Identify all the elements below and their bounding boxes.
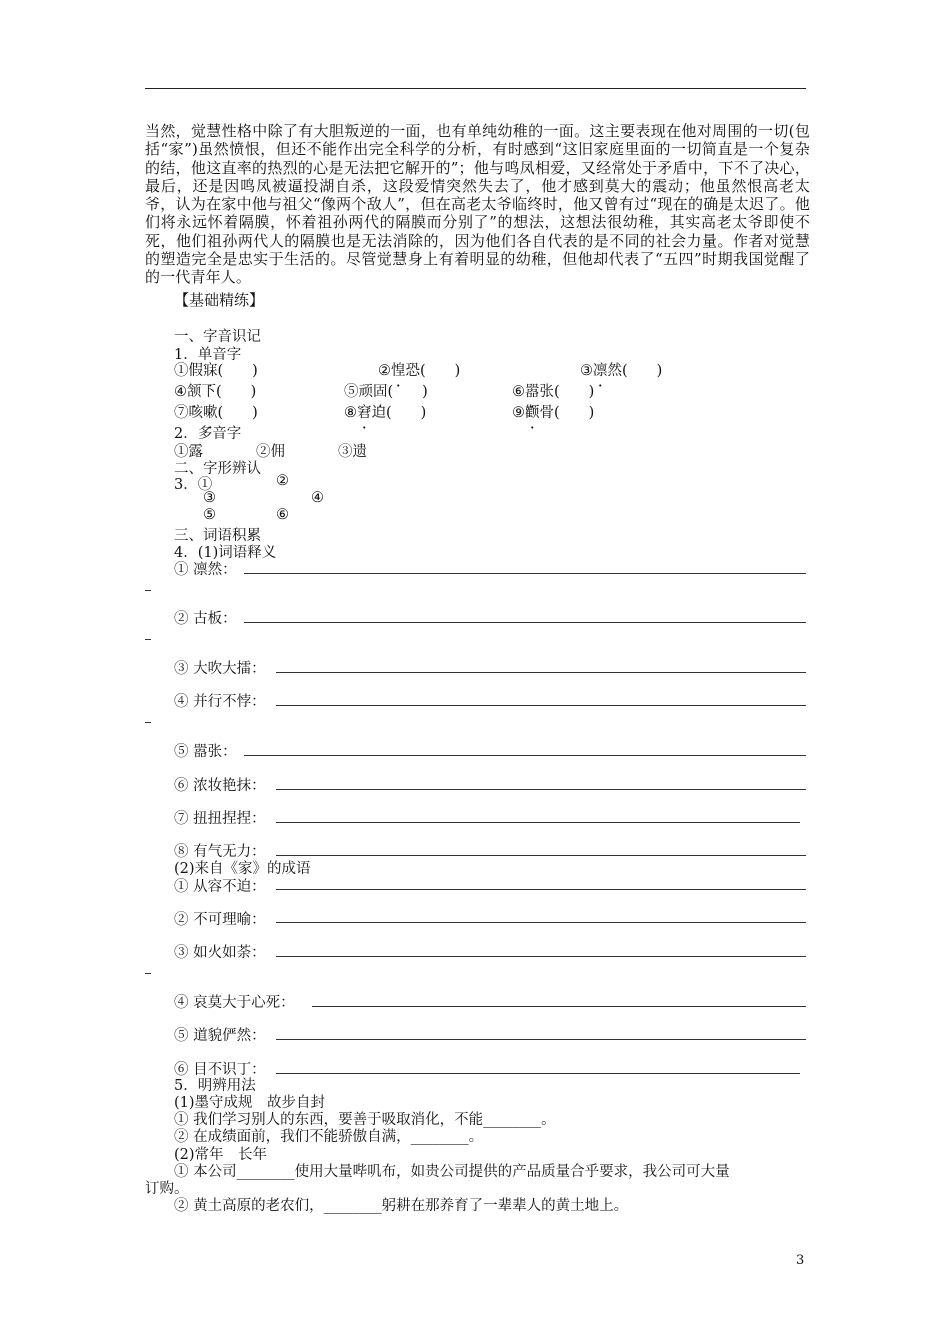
q1-item: ⑥嚣张( ) xyxy=(512,384,595,400)
q1-title: 1．单音字 xyxy=(174,347,242,363)
idiom-label: ⑤ 道貌俨然： xyxy=(174,1028,266,1044)
part3-title: 三、词语积累 xyxy=(174,528,261,544)
q3-num: ② xyxy=(276,473,289,489)
answer-line[interactable] xyxy=(276,1073,800,1074)
intro-paragraph: 当然，觉慧性格中除了有大胆叛逆的一面，也有单纯幼稚的一面。这主要表现在他对周围的一切(包括“家”)虽然愤恨，但还不能作出完全科学的分析，有时感到“这旧家庭里面的一切简直是一个复杂的结，他这直率的热烈的心是无法把它解开的”；他与鸣凤相爱，又经常处于矛盾中，下不了决心，最后，还是因鸣凤被逼投湖自杀，这段爱情突然失去了，他才感到莫大的震动；他虽然恨高老太爷，认为在家中他与祖父“像两个敌人”，但在高老太爷临终时，他又曾有过“现在的确是太迟了。他们将永远怀着隔膜，怀着祖孙两代的隔膜而分别了”的想法，这想法很幼稚，其实高老太爷即使不死，他们祖孙两代人的隔膜也是无法消除的，因为他们各自代表的是不同的社会力量。作者对觉慧的塑造完全是忠实于生活的。尽管觉慧身上有着明显的幼稚，但他却代表了“五四”时期我国觉醒了的一代青年人。 xyxy=(145,122,810,287)
definition-label: ③ 大吹大擂： xyxy=(174,661,266,677)
definition-label: ① 凛然： xyxy=(174,562,237,578)
definition-label: ⑧ 有气无力： xyxy=(174,844,266,860)
answer-line[interactable] xyxy=(244,622,806,623)
q5-1-sentence-b: ② 在成绩面前，我们不能骄傲自满，________。 xyxy=(174,1129,484,1145)
part1-title: 一、字音识记 xyxy=(174,329,261,345)
idiom-label: ② 不可理喻： xyxy=(174,912,266,928)
q3-num: ⑤ xyxy=(203,507,216,523)
answer-line[interactable] xyxy=(276,956,806,957)
q2-item: ②佣 xyxy=(256,444,285,460)
q2-title: 2．多音字 xyxy=(174,426,242,442)
overflow-dash xyxy=(145,590,151,591)
idiom-label: ① 从容不迫： xyxy=(174,879,266,895)
page-number: 3 xyxy=(796,1253,805,1268)
q4-2-title: (2)来自《家》的成语 xyxy=(174,861,311,877)
answer-line[interactable] xyxy=(244,755,806,756)
q5-2-sentence-a: ① 本公司________使用大量哔叽布，如贵公司提供的产品质量合乎要求，我公司可大量 xyxy=(174,1164,730,1180)
idiom-label: ⑥ 目不识丁： xyxy=(174,1062,266,1078)
q1-item: ④颔下( ) xyxy=(174,384,257,400)
q5-2-title: (2)常年 长年 xyxy=(174,1147,268,1163)
answer-line[interactable] xyxy=(276,789,806,790)
q5-2-sentence-a-cont: 订购。 xyxy=(145,1181,189,1197)
q5-1-title: (1)墨守成规 故步自封 xyxy=(174,1095,326,1111)
part2-title: 二、字形辨认 xyxy=(174,461,261,477)
definition-label: ⑦ 扭扭捏捏： xyxy=(174,811,266,827)
answer-line[interactable] xyxy=(312,1006,806,1007)
answer-line[interactable] xyxy=(276,822,800,823)
definition-label: ⑥ 浓妆艳抹： xyxy=(174,778,266,794)
q4-title: 4．(1)词语释义 xyxy=(174,545,277,561)
idiom-label: ④ 哀莫大于心死： xyxy=(174,995,295,1011)
q5-1-sentence-a: ① 我们学习别人的东西，要善于吸取消化，不能________。 xyxy=(174,1112,556,1128)
definition-label: ② 古板： xyxy=(174,611,237,627)
q2-item: ③遗 xyxy=(338,444,367,460)
definition-label: ④ 并行不悖： xyxy=(174,694,266,710)
header-rule xyxy=(145,88,806,89)
section-heading: 【基础精练】 xyxy=(174,291,265,309)
idiom-label: ③ 如火如荼： xyxy=(174,945,266,961)
answer-line[interactable] xyxy=(276,1039,806,1040)
q1-item: ③凛然( ) xyxy=(580,363,663,379)
definition-label: ⑤ 嚣张： xyxy=(174,744,237,760)
q3-num: ④ xyxy=(311,490,324,506)
q1-item: ⑦咳嗽( ) xyxy=(174,405,258,421)
overflow-dash xyxy=(145,722,151,723)
q5-title: 5．明辨用法 xyxy=(174,1078,256,1094)
overflow-dash xyxy=(145,639,151,640)
q3-label: 3．① xyxy=(174,477,213,493)
answer-line[interactable] xyxy=(276,889,806,890)
q1-item: ②惶恐( ) xyxy=(378,363,461,379)
q1-item: ①假寐( ) xyxy=(174,363,258,379)
q3-num: ③ xyxy=(203,490,216,506)
overflow-dash xyxy=(145,973,151,974)
answer-line[interactable] xyxy=(276,672,806,673)
q3-num: ⑥ xyxy=(276,507,289,523)
answer-line[interactable] xyxy=(276,705,806,706)
q2-item: ①露 xyxy=(174,444,203,460)
answer-line[interactable] xyxy=(276,922,806,923)
q5-2-sentence-b: ② 黄土高原的老农们，________躬耕在那养育了一辈辈人的黄土地上。 xyxy=(174,1198,629,1214)
answer-line[interactable] xyxy=(244,573,806,574)
q1-item: ⑤顽固( ) xyxy=(344,384,428,400)
q1-item: ⑧窘迫( ) xyxy=(344,405,427,421)
answer-line[interactable] xyxy=(276,855,806,856)
q1-item: ⑨颧骨( ) xyxy=(512,405,595,421)
